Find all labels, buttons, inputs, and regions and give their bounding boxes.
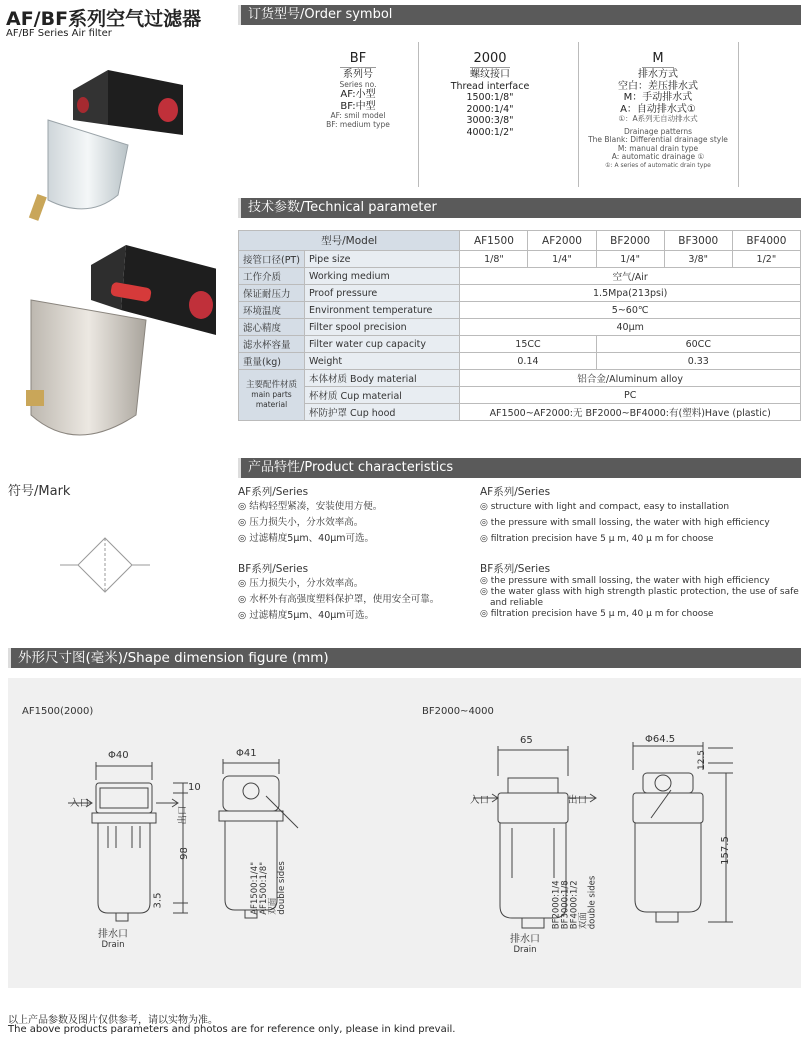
inlet-label: 入口 [470,795,490,806]
order-col-thread [440,52,540,138]
table-cell: 铝合金/Aluminum alloy [460,370,801,387]
bf-side-view [633,742,733,922]
feature-item: ◎ the pressure with small lossing, the water with high efficiency [480,518,770,528]
order-en: The Blank: Differential drainage style [588,135,728,144]
row-en: Cup hood [350,408,396,419]
main-parts-cell [239,370,305,421]
order-code: M [652,51,664,66]
outlet-label: 出口 [568,795,588,806]
order-en: Drainage patterns [623,126,693,136]
order-cn: 空白：差压排水式 [618,80,698,92]
row-cn: 重量(kg) [239,353,305,370]
row-en: Proof pressure [305,285,460,302]
bf-features-cn [238,563,439,624]
model-cell: AF2000 [528,231,596,251]
outlet-label: 出口 [177,805,189,825]
table-row [239,404,801,421]
dim-label: 98 [178,847,190,860]
drain-cn: 排水口 [510,934,540,945]
row-en [305,370,460,387]
feature-title: BF系列/Series [238,563,309,575]
order-cn: 螺纹接口 [470,69,510,80]
row-cn: 本体材质 [309,374,348,385]
order-en: AF: smil model [330,111,386,120]
bf-filter-photo [6,240,216,450]
footer-note-cn: 以上产品参数及图片仅供参考，请以实物为准。 [8,1015,218,1026]
table-cell: AF1500~AF2000:无 BF2000~BF4000:有(塑料)Have (plastic) [460,404,801,421]
row-en: Filter spool precision [305,319,460,336]
order-cn: A：自动排水式① [620,103,696,115]
row-en: Body material [350,374,417,385]
feature-item: ◎ 过滤精度5μm、40μm可选。 [238,533,375,544]
table-cell: 3/8" [664,251,732,268]
order-divider [418,42,419,187]
table-row [239,336,801,353]
order-value: 1500:1/8" [466,92,514,103]
drain-label [510,930,540,955]
drain-cn: 排水口 [98,929,128,940]
model-header: 型号/Model [239,231,460,251]
feature-item: ◎ filtration precision have 5 μ m, 40 μ m for choose [480,609,714,619]
order-en: M: manual drain type [617,143,699,153]
order-cn: 系列号 [343,69,373,80]
row-cn: 滤心精度 [239,319,305,336]
both-en: double sides [276,861,287,915]
row-cn: 环境温度 [239,302,305,319]
order-cn: M：手动排水式 [623,92,693,103]
section-shape-dim [8,648,801,668]
table-row [239,370,801,387]
feature-title: BF系列/Series [480,563,551,575]
table-row [239,387,801,404]
order-en: BF: medium type [326,119,390,129]
section-order-symbol [238,5,801,25]
row-cn: 工作介质 [239,268,305,285]
thread-label [251,861,287,915]
dim-label: 10 [188,782,201,793]
af-filter-photo [8,60,208,230]
table-cell: 空气/Air [460,268,801,285]
table-cell: 40μm [460,319,801,336]
table-cell: 1.5Mpa(213psi) [460,285,801,302]
row-cn: 保证耐压力 [239,285,305,302]
section-tech-label: 技术参数/Technical parameter [248,200,437,215]
table-cell: PC [460,387,801,404]
af-features-cn [238,486,382,547]
dim-label: 12.5 [697,749,708,771]
order-divider [738,42,739,187]
feature-item: ◎ filtration precision have 5 μ m, 40 μ m for choose [480,534,714,544]
feature-item: ◎ 压力损失小，分水效率高。 [238,578,364,589]
row-cn: 杯防护罩 [309,408,348,419]
row-en: main parts material [251,389,292,409]
order-cn: BF:中型 [340,100,376,112]
drain-en: Drain [101,940,125,950]
feature-item: ◎ the water glass with high strength plastic protection, the use of safe [480,587,799,597]
tech-table [238,230,801,421]
table-cell: 1/4" [528,251,596,268]
model-cell: AF1500 [460,231,528,251]
table-row [239,231,801,251]
filter-symbol [60,535,150,595]
table-cell: 5~60℃ [460,302,801,319]
mark-label: 符号/Mark [8,484,71,499]
order-cn: AF:小型 [340,89,376,100]
drain-label [98,925,128,950]
order-col-drain [578,52,738,170]
table-row [239,268,801,285]
inlet-label: 入口 [70,798,90,809]
order-col-series [318,52,398,129]
row-en [305,387,460,404]
feature-item: ◎ the pressure with small lossing, the water with high efficiency [480,576,770,586]
row-en: Pipe size [305,251,460,268]
row-cn: 滤水杯容量 [239,336,305,353]
row-en: Cup material [340,391,402,402]
feature-item: ◎ 过滤精度5μm、40μm可选。 [238,610,375,621]
row-cn: 主要配件材质 [245,379,297,390]
both-cn: 双面 [267,897,278,915]
thread-text: AF1500:1/8" [258,861,269,915]
footer-note-en: The above products parameters and photos are for reference only, please in kind prevail. [8,1024,456,1035]
dim-label: Φ41 [236,748,257,759]
thread-text: AF1500:1/4" [249,861,260,915]
row-en [305,404,460,421]
table-row [239,353,801,370]
row-en: Filter water cup capacity [305,336,460,353]
model-cell: BF3000 [664,231,732,251]
section-tech-param [238,198,801,218]
thread-text: BF3000:1/8 [560,880,571,930]
page-title: AF/BF系列空气过滤器 [6,8,202,30]
dim-label: 157.5 [719,836,731,865]
page-subtitle: AF/BF Series Air filter [6,28,112,39]
order-en: Thread interface [450,80,530,92]
section-shape-label: 外形尺寸图(毫米)/Shape dimension figure (mm) [18,650,329,666]
order-en: ①：A系列无自动排水式 [618,114,698,123]
table-cell: 0.14 [460,353,596,370]
table-cell: 1/4" [596,251,664,268]
both-en: double sides [587,875,598,930]
both-cn: 双面 [578,912,589,930]
table-row [239,319,801,336]
feature-title: AF系列/Series [238,486,309,498]
thread-text: BF4000:1/2 [569,880,580,930]
order-value: 2000:1/4" [466,103,514,115]
order-value: 4000:1/2" [466,126,514,138]
af-dim-title: AF1500(2000) [22,706,94,717]
bf-features-en [480,563,799,620]
table-row [239,285,801,302]
section-order-label: 订货型号/Order symbol [248,7,393,22]
feature-title: AF系列/Series [480,486,551,498]
af-features-en [480,486,770,547]
feature-item: ◎ 水杯外有高强度塑料保护罩，使用安全可靠。 [238,594,440,605]
bf-thread-label [552,876,597,930]
model-cell: BF2000 [596,231,664,251]
order-code: BF [349,51,367,66]
order-en: ①: A series of automatic drain type [605,161,711,169]
model-cell: BF4000 [732,231,800,251]
row-en: Environment temperature [305,302,460,319]
feature-item: ◎ structure with light and compact, easy to installation [480,502,730,512]
dim-label: 3.5 [152,892,164,909]
order-en: A: automatic drainage ① [611,152,705,161]
dim-label: Φ40 [108,750,129,761]
section-product-char [238,458,801,478]
order-en: Series no. [339,79,377,89]
table-row [239,251,801,268]
dim-label: 65 [520,735,533,746]
table-cell: 1/8" [460,251,528,268]
drain-en: Drain [513,945,537,955]
feature-item: and reliable [490,598,544,608]
row-cn: 接管口径(PT) [239,251,305,268]
row-en: Working medium [305,268,460,285]
row-cn: 杯材质 [309,391,338,402]
dim-label: Φ64.5 [645,734,676,745]
order-code: 2000 [473,51,507,66]
feature-item: ◎ 压力损失小，分水效率高。 [238,517,364,528]
thread-text: BF2000:1/4 [551,880,562,930]
order-cn: 排水方式 [638,69,678,80]
table-cell: 1/2" [732,251,800,268]
table-cell: 0.33 [596,353,800,370]
af-front-view [68,762,188,921]
order-value: 3000:3/8" [466,115,514,126]
table-cell: 15CC [460,336,596,353]
bf-dim-title: BF2000~4000 [422,706,494,717]
row-en: Weight [305,353,460,370]
section-product-label: 产品特性/Product characteristics [248,460,454,475]
feature-item: ◎ 结构轻型紧凑，安装使用方便。 [238,501,383,512]
table-cell: 60CC [596,336,800,353]
table-row [239,302,801,319]
